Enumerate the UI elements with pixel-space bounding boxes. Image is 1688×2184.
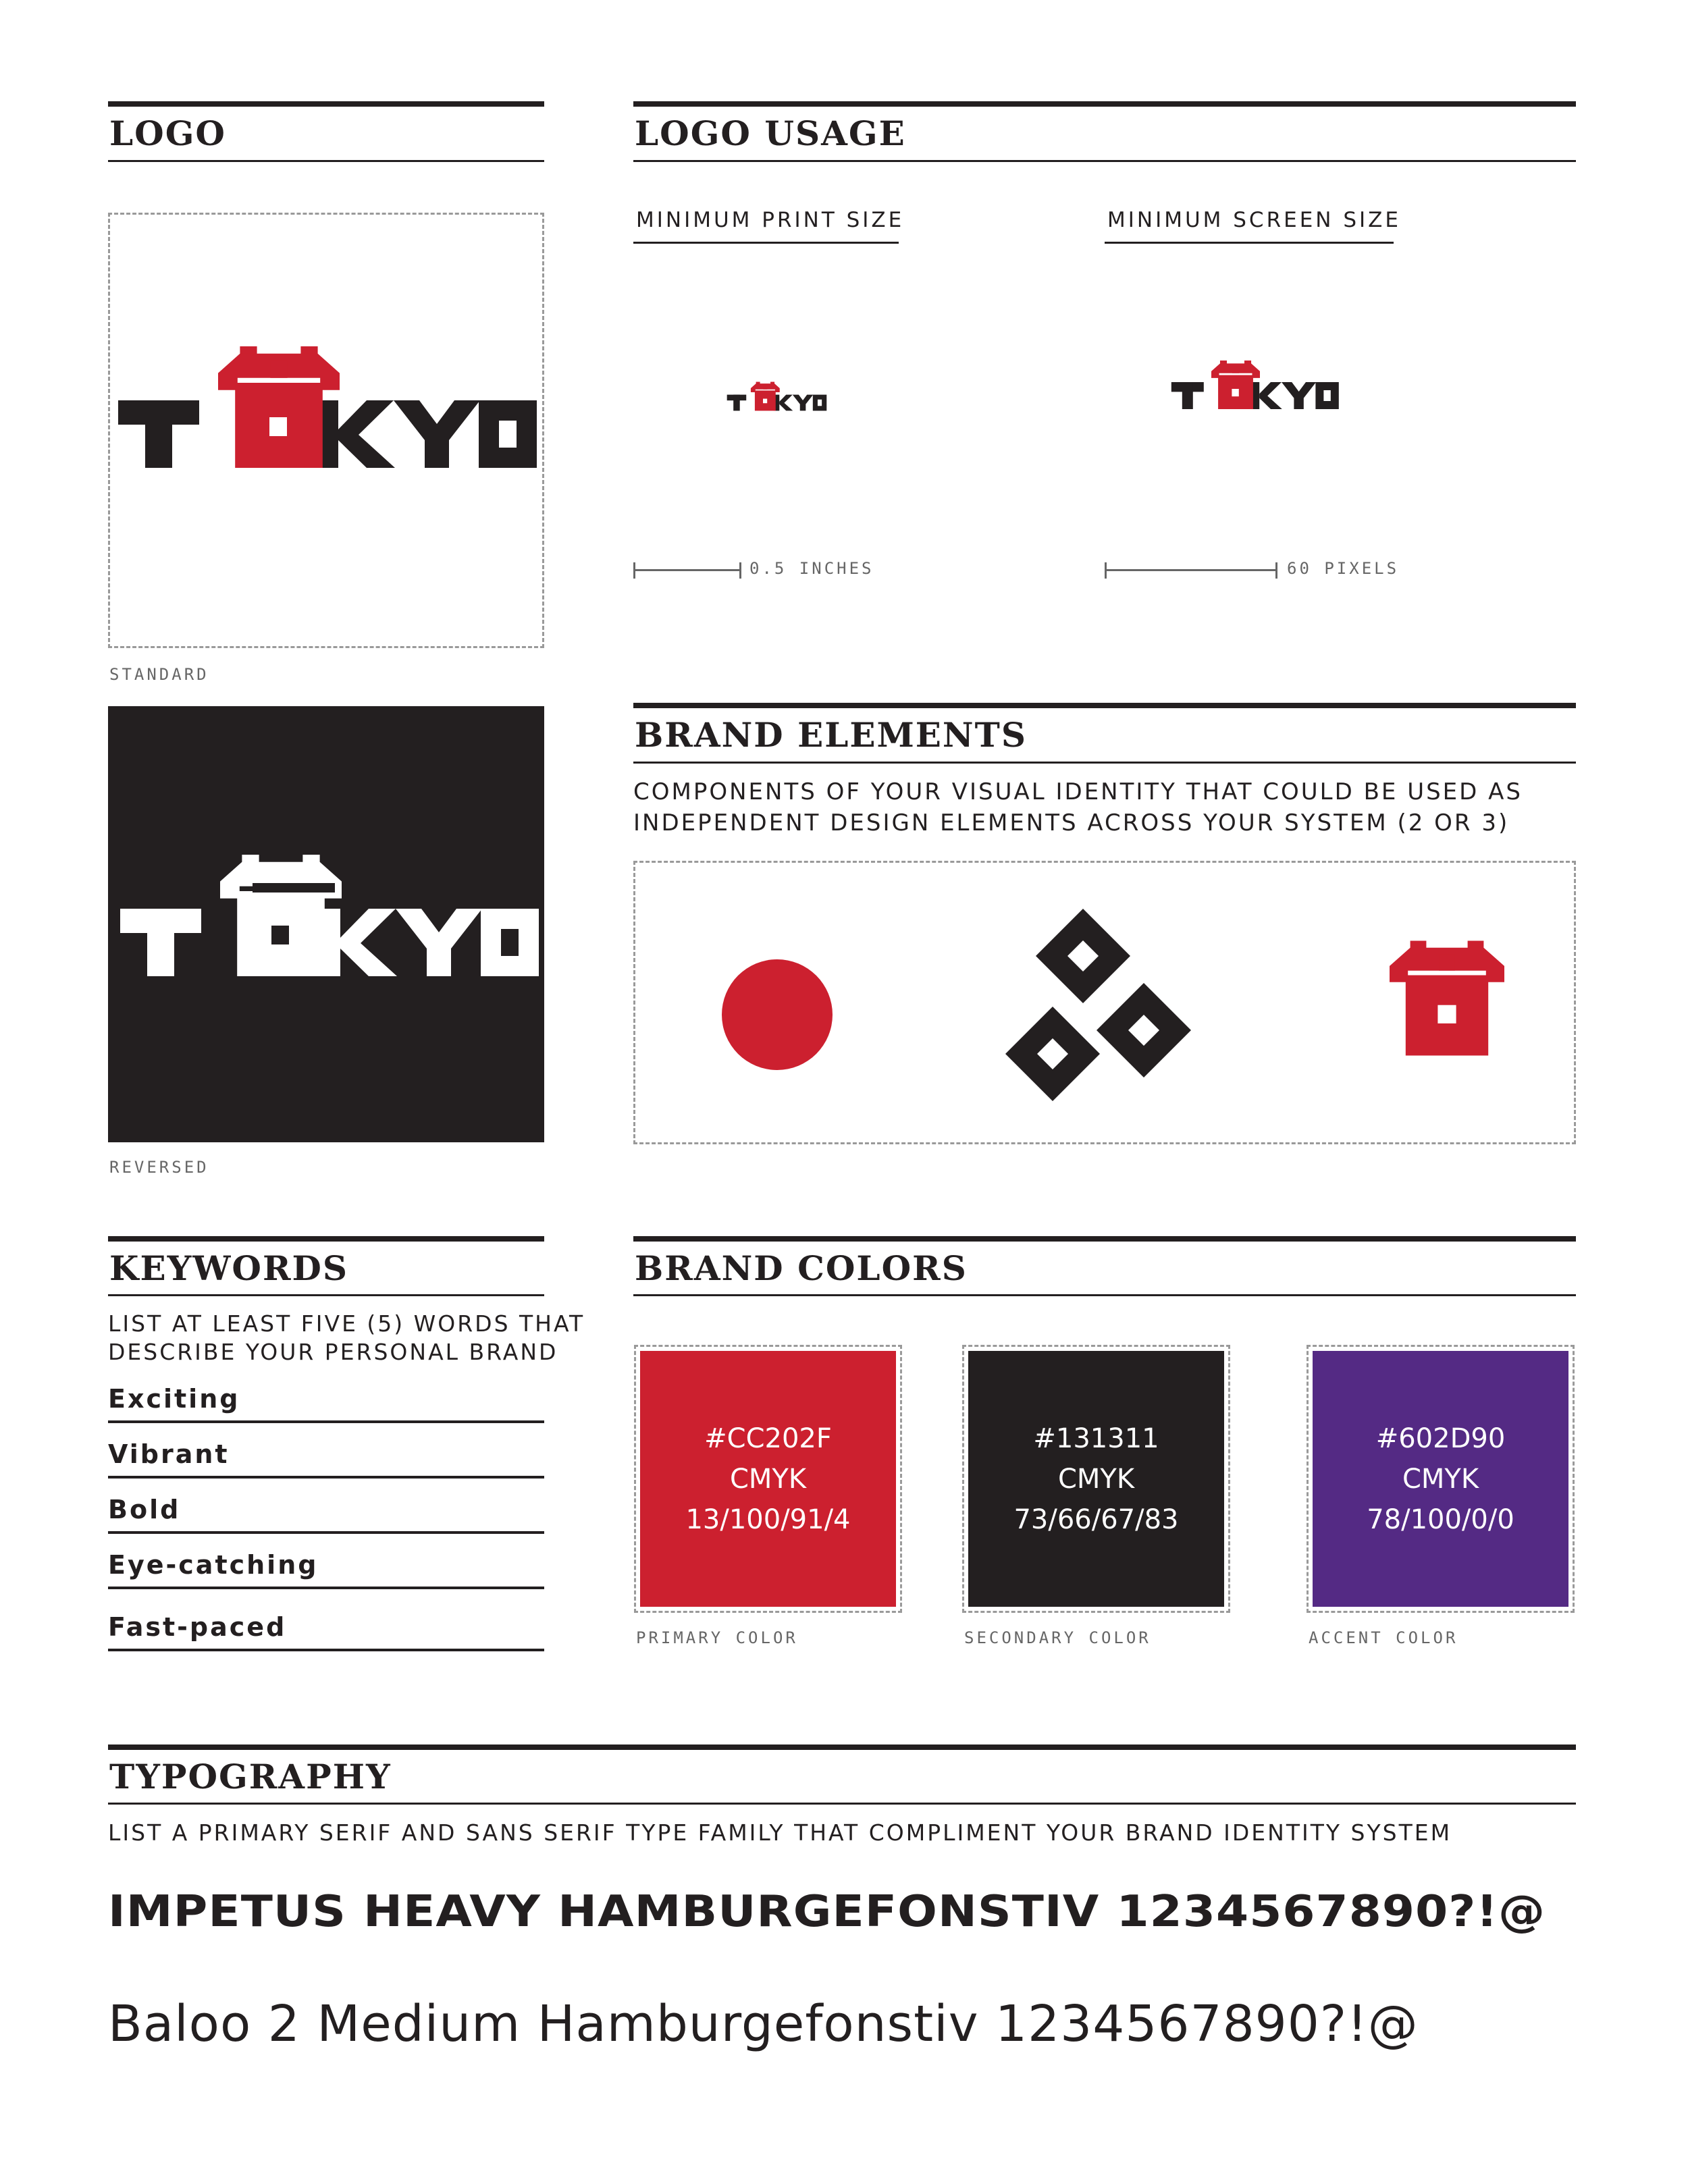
print-measure-label: 0.5 INCHES	[749, 559, 874, 578]
accent-model: CMYK	[1402, 1463, 1479, 1495]
logo-reversed-panel	[108, 706, 544, 1142]
typography-title: TYPOGRAPHY	[109, 1757, 392, 1796]
keywords-instruction-2: DESCRIBE YOUR PERSONAL BRAND	[108, 1339, 558, 1365]
logo-section-title: LOGO	[109, 113, 226, 153]
secondary-model: CMYK	[1057, 1463, 1135, 1495]
keyword-item: Fast-paced	[108, 1592, 544, 1651]
logo-reversed-caption: REVERSED	[109, 1158, 209, 1177]
brand-elements-desc-2: INDEPENDENT DESIGN ELEMENTS ACROSS YOUR SYSTEM (2 OR 3)	[633, 809, 1510, 836]
logo-standard-caption: STANDARD	[109, 665, 209, 684]
keyword-item: Vibrant	[108, 1423, 544, 1479]
typography-instruction: LIST A PRIMARY SERIF AND SANS SERIF TYPE FAMILY THAT COMPLIMENT YOUR BRAND IDENTITY SYSTEM	[108, 1819, 1452, 1846]
red-circle-icon	[720, 957, 835, 1072]
primary-hex: #CC202F	[704, 1422, 832, 1454]
accent-cmyk: 78/100/0/0	[1367, 1503, 1514, 1535]
primary-cmyk: 13/100/91/4	[685, 1503, 851, 1535]
keyword-item: Bold	[108, 1479, 544, 1534]
typeface-sample-primary: IMPETUS HEAVY HAMBURGEFONSTIV 1234567890?!@	[108, 1887, 1546, 1937]
min-print-heading: MINIMUM PRINT SIZE	[636, 208, 905, 232]
keywords-instruction-1: LIST AT LEAST FIVE (5) WORDS THAT	[108, 1310, 585, 1337]
diamond-cluster-icon	[1005, 909, 1201, 1104]
primary-model: CMYK	[729, 1463, 807, 1495]
brand-elements-desc-1: COMPONENTS OF YOUR VISUAL IDENTITY THAT COULD BE USED AS	[633, 778, 1523, 805]
secondary-color-swatch	[962, 1345, 1230, 1613]
tokyo-logo-standard	[110, 215, 542, 646]
torii-gate-icon	[1390, 936, 1504, 1061]
min-screen-heading: MINIMUM SCREEN SIZE	[1107, 208, 1401, 232]
logo-usage-title: LOGO USAGE	[635, 113, 906, 153]
keyword-item: Eye-catching	[108, 1534, 544, 1589]
logo-standard-frame	[108, 213, 544, 648]
print-scale-bar	[633, 562, 741, 577]
tokyo-logo-reversed	[108, 706, 544, 1142]
keywords-title: KEYWORDS	[109, 1248, 348, 1288]
screen-measure-label: 60 PIXELS	[1287, 559, 1400, 578]
accent-color-caption: ACCENT COLOR	[1309, 1628, 1458, 1647]
brand-elements-frame	[633, 861, 1576, 1144]
tokyo-logo-print-min	[724, 379, 829, 413]
keyword-item: Exciting	[108, 1368, 544, 1423]
secondary-cmyk: 73/66/67/83	[1013, 1503, 1179, 1535]
tokyo-logo-screen-min	[1168, 356, 1341, 413]
secondary-color-caption: SECONDARY COLOR	[964, 1628, 1151, 1647]
primary-color-swatch	[634, 1345, 902, 1613]
brand-colors-title: BRAND COLORS	[635, 1248, 968, 1288]
accent-color-swatch	[1307, 1345, 1575, 1613]
screen-scale-bar	[1105, 562, 1277, 577]
primary-color-caption: PRIMARY COLOR	[636, 1628, 798, 1647]
brand-elements-title: BRAND ELEMENTS	[635, 715, 1027, 755]
typeface-sample-secondary: Baloo 2 Medium Hamburgefonstiv 1234567890?!@	[108, 1995, 1419, 2053]
secondary-hex: #131311	[1033, 1422, 1159, 1454]
accent-hex: #602D90	[1375, 1422, 1506, 1454]
